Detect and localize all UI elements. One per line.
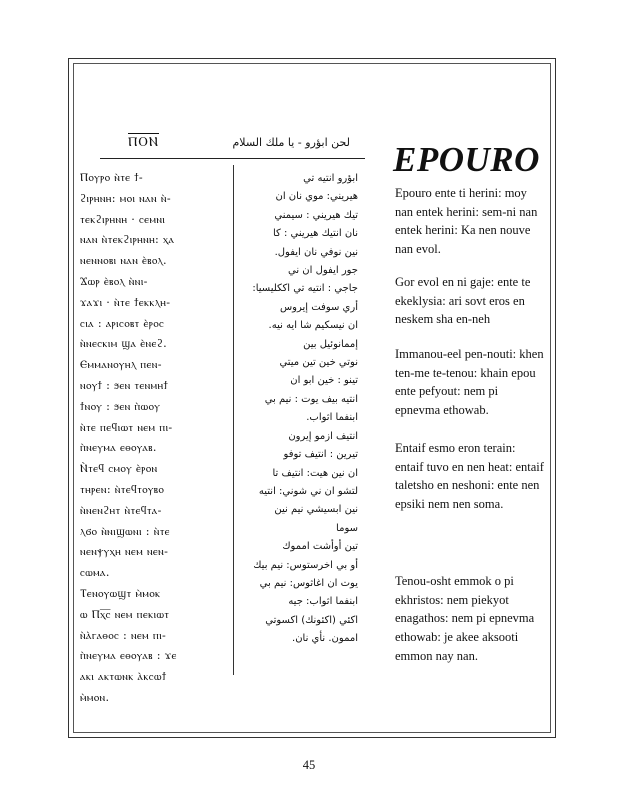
- page-number: 45: [302, 758, 316, 772]
- coptic-line: ⲡ̀ⲛⲉⲩⲙⲁ ⲉⲑⲟⲩⲁⲃ.: [80, 441, 157, 455]
- arabic-line: إممانوئيل بين: [303, 338, 358, 350]
- arabic-line: جور ايفول ان ني: [287, 265, 358, 277]
- arabic-line: أو بي اخرستوس: نيم بيك: [253, 559, 358, 571]
- arabic-line: ان نيسكيم شا ايه نيه.: [268, 320, 358, 332]
- coptic-line: ⲛ̀ⲛⲉⲥⲕⲓⲙ ϣⲁ ⲉ̀ⲛⲉϩ.: [80, 337, 167, 351]
- arabic-line: ان نين هيت: انتيف تا: [272, 467, 358, 479]
- stanza-1: Epouro ente ti herini: moy nan entek herini: sem-ni nan entek herini: Ka nen nouve nan evol.: [395, 186, 538, 257]
- arabic-line: لتشو ان ني شوني: انتيه: [258, 485, 358, 497]
- arabic-line: جاجي : انتيه تي اككليسيا:: [252, 283, 358, 295]
- arabic-line: ابنفما اثواب: جيه: [288, 596, 358, 608]
- coptic-line: ⲡ̀ⲛⲉⲩⲙⲁ ⲉⲑⲟⲩⲁⲃ : ϫⲉ: [80, 649, 177, 663]
- hymn-title: EPOURO: [393, 140, 540, 179]
- arabic-line: انتيف ازمو إيرون: [288, 430, 358, 442]
- arabic-line: ابؤرو انتيه تي: [303, 173, 358, 184]
- coptic-line: ⲛ̀ⲛⲉⲛϩⲏⲧ ⲛ̀ⲧⲉϥⲧⲁ-: [80, 503, 162, 517]
- coptic-line: ϩⲓⲣⲏⲛⲏ: ⲙⲟⲓ ⲛⲁⲛ ⲛ̀-: [80, 191, 171, 205]
- coptic-line: ⲧⲏⲣⲉⲛ: ⲛ̀ⲧⲉϥⲧⲟⲩⲃⲟ: [80, 482, 165, 496]
- arabic-line: سوما: [336, 522, 358, 534]
- stanza-4: Entaif esmo eron terain: entaif tuvo en nen heat: entaif taletsho en neshoni: ente nen epsiki nem nen soma.: [395, 441, 544, 512]
- coptic-line: Ⲉⲙⲙⲁⲛⲟⲩⲏⲗ ⲡⲉⲛ-: [80, 358, 162, 372]
- stanza-5: Tenou-osht emmok o pi ekhristos: nem piekyot enagathos: nem pi epnevma ethowab: je akee aksooti emmon nay nan.: [395, 574, 535, 663]
- arabic-line: نين نوفي نان ايفول.: [274, 246, 358, 258]
- arabic-line: تيك هيريني : سيمني: [274, 209, 358, 221]
- coptic-line: Ⲛ̀ⲧⲉϥ ⲥⲙⲟⲩ ⲉ̀ⲣⲟⲛ: [80, 462, 158, 476]
- arabic-line: ابنفما اثواب.: [306, 412, 358, 424]
- arabic-line: تين أوأشت امموك: [282, 541, 358, 553]
- arabic-header: لحن ابؤرو - يا ملك السلام: [232, 136, 350, 149]
- coptic-line: ⲥⲱⲙⲁ.: [80, 566, 110, 580]
- header-rule: [100, 158, 365, 159]
- coptic-line: ⲗϭⲟ ⲛ̀ⲛⲓϣⲱⲛⲓ : ⲛ̀ⲧⲉ: [80, 524, 170, 538]
- stanza-2: Gor evol en ni gaje: ente te ekeklysia: ari sovt eros en neskem sha en-neh: [395, 275, 531, 327]
- coptic-header: [128, 135, 159, 150]
- arabic-line: نين ابسيشي نيم نين: [274, 504, 358, 516]
- coptic-line: ⲁⲕⲓ ⲁⲕⲧⲱⲛⲕ ⲁ̀ⲕⲥⲱϯ: [80, 670, 167, 684]
- coptic-line: ⲙ̀ⲙⲟⲛ.: [80, 690, 110, 704]
- coptic-line: Ϫⲱⲣ ⲉ̀ⲃⲟⲗ ⲛ̀ⲛⲓ-: [80, 274, 148, 288]
- coptic-line: ⲛ̀ⲧⲉ ⲡⲉϥⲓⲱⲧ ⲛⲉⲙ ⲡⲓ-: [80, 420, 173, 434]
- coptic-line: ⲛⲉⲛⲛⲟⲃⲓ ⲛⲁⲛ ⲉ̀ⲃⲟⲗ.: [80, 254, 167, 268]
- coptic-line: ⲛⲟⲩϯ : ϧⲉⲛ ⲧⲉⲛⲙⲏϯ: [80, 378, 169, 392]
- arabic-line: تيرين : انتيف توفو: [283, 449, 358, 461]
- arabic-column: [238, 170, 358, 649]
- coptic-line: ⲱ Ⲡⲭ̅ⲥ̅ ⲛⲉⲙ ⲡⲉⲕⲓⲱⲧ: [80, 607, 170, 621]
- coptic-line: ⲛⲉⲛⲯⲩⲭⲏ ⲛⲉⲙ ⲛⲉⲛ-: [80, 545, 169, 559]
- coptic-column: [80, 168, 230, 709]
- coptic-line: ⲛ̀ⲁ̀ⲅⲁⲑⲟⲥ : ⲛⲉⲙ ⲡⲓ-: [80, 628, 167, 642]
- coptic-header-title: ⲠⲞⲚ: [128, 135, 159, 150]
- arabic-line: اممون. نأي نان.: [292, 633, 358, 645]
- coptic-line: ϯⲛⲟⲩ : ϧⲉⲛ ⲡ̀ⲱⲟⲩ: [80, 399, 161, 413]
- coptic-line: ϫⲁϫⲓ · ⲛ̀ⲧⲉ ϯⲉⲕⲕⲗⲏ-: [80, 295, 171, 309]
- column-divider: [233, 165, 234, 675]
- coptic-line: ⲛⲁⲛ ⲛ̀ⲧⲉⲕϩⲓⲣⲏⲛⲏ: ⲭⲁ: [80, 233, 175, 247]
- arabic-line: هيريني: موي نان ان: [275, 191, 358, 203]
- arabic-line: انتيه بيف يوت : نيم بي: [264, 393, 358, 405]
- arabic-line: نان انتيك هيريني : كا: [272, 228, 358, 240]
- arabic-line: تينو : خين ابو ان: [290, 375, 358, 387]
- coptic-line: Ⲧⲉⲛⲟⲩⲱϣⲧ ⲙ̀ⲙⲟⲕ: [80, 586, 161, 600]
- arabic-line: يوت ان اغاثوس: نيم بي: [259, 577, 358, 589]
- arabic-line: اكئي (اكئونك) اكسوتي: [265, 614, 358, 626]
- arabic-line: نوتي خين تين ميتي: [279, 357, 358, 369]
- coptic-line: ⲥⲓⲁ : ⲁⲣⲓⲥⲟⲃⲧ ⲉ̀ⲣⲟⲥ: [80, 316, 165, 330]
- coptic-line: ⲧⲉⲕϩⲓⲣⲏⲛⲏ · ⲥⲉⲙⲛⲓ: [80, 212, 166, 226]
- stanza-3: Immanou-eel pen-nouti: khen ten-me te-tenou: khain epou ente pefyout: nem pi epnevma ethowab.: [395, 347, 544, 418]
- coptic-line: Ⲡⲟⲩⲣⲟ ⲛ̀ⲧⲉ ϯ-: [80, 171, 143, 184]
- arabic-line: أري سوفت إيروس: [279, 301, 358, 313]
